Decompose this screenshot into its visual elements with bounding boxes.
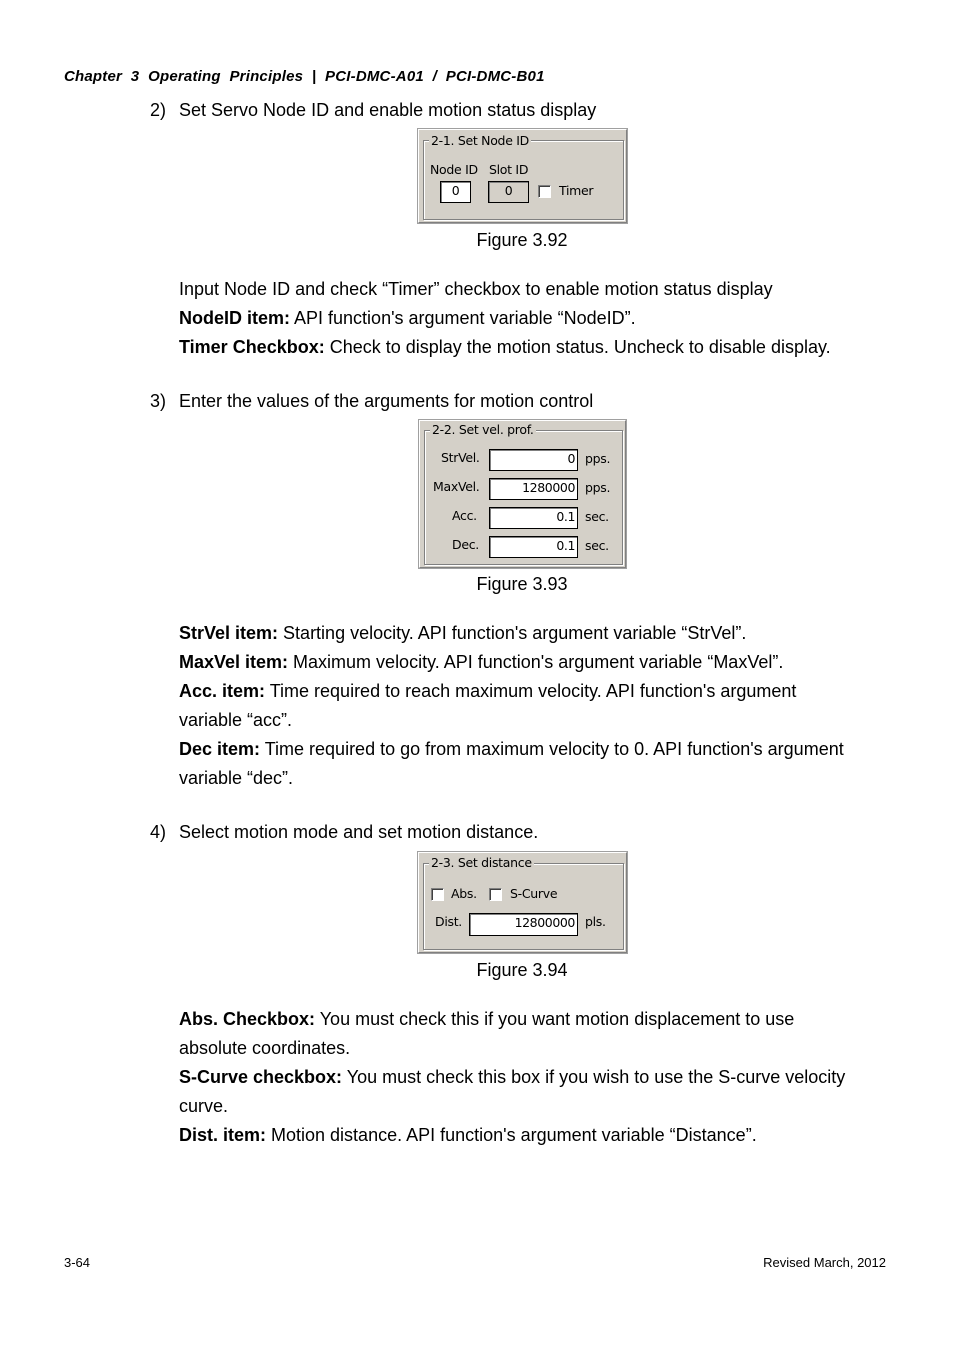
dist-input[interactable]: 12800000 — [469, 913, 578, 936]
term: MaxVel item: — [179, 652, 289, 672]
maxvel-unit: pps. — [585, 480, 611, 495]
figure-caption: Figure 3.92 — [476, 230, 568, 250]
acc-unit: sec. — [585, 509, 609, 524]
groupbox-title: 2-3. Set distance — [431, 855, 532, 870]
dist-unit: pls. — [585, 914, 606, 929]
definition: Time required to reach maximum velocity. API function's argument — [265, 681, 797, 701]
strvel-input[interactable]: 0 — [489, 449, 578, 471]
s-curve-checkbox-definition — [179, 1063, 899, 1092]
set-vel-prof-panel — [418, 419, 627, 569]
abs-label: Abs. — [451, 886, 477, 901]
definition: Maximum velocity. API function's argument variable “MaxVel”. — [288, 652, 784, 672]
running-header: Chapter 3 Operating Principles | PCI-DMC-A01 / PCI-DMC-B01 — [64, 68, 545, 85]
node-id-input[interactable]: 0 — [440, 181, 471, 203]
definition: Time required to go from maximum velocity to 0. API function's argument — [260, 739, 844, 759]
figure-caption: Figure 3.93 — [476, 574, 568, 594]
groupbox-title: 2-1. Set Node ID — [431, 133, 529, 148]
step-text: Select motion mode and set motion distance. — [179, 822, 539, 842]
timer-checkbox[interactable] — [538, 185, 551, 198]
acc-item-definition-cont: variable “acc”. — [179, 710, 293, 730]
revision-date: Revised March, 2012 — [763, 1255, 886, 1270]
dec-item-definition-cont: variable “dec”. — [179, 768, 294, 788]
page-number: 3-64 — [64, 1255, 91, 1270]
strvel-label: StrVel. — [441, 450, 480, 465]
dec-label: Dec. — [452, 537, 479, 552]
dec-input[interactable]: 0.1 — [489, 536, 578, 558]
step-3 — [150, 391, 850, 415]
abs-checkbox-definition-cont: absolute coordinates. — [179, 1038, 351, 1058]
step-number: 2) — [150, 100, 167, 120]
timer-label: Timer — [559, 183, 594, 198]
dist-label: Dist. — [435, 914, 462, 929]
term: StrVel item: — [179, 623, 279, 643]
term: Timer Checkbox: — [179, 337, 325, 357]
step-text: Set Servo Node ID and enable motion status display — [179, 100, 597, 120]
dec-unit: sec. — [585, 538, 609, 553]
s-curve-label: S-Curve — [510, 886, 558, 901]
definition: You must check this box if you wish to use the S-curve velocity — [342, 1067, 846, 1087]
nodeid-item-definition — [179, 304, 899, 333]
step-2 — [150, 100, 850, 124]
acc-label: Acc. — [452, 508, 477, 523]
s-curve-checkbox[interactable] — [489, 888, 502, 901]
maxvel-label: MaxVel. — [433, 479, 480, 494]
term: Acc. item: — [179, 681, 266, 701]
maxvel-item-definition — [179, 648, 899, 677]
abs-checkbox-definition — [179, 1005, 899, 1034]
abs-checkbox[interactable] — [431, 888, 444, 901]
term: S-Curve checkbox: — [179, 1067, 343, 1087]
dec-item-definition — [179, 735, 899, 764]
figure-3-92-description — [179, 275, 899, 362]
figure-3-93-description — [179, 619, 899, 793]
term: Dec item: — [179, 739, 261, 759]
set-node-id-panel — [417, 128, 628, 224]
figure-3-94-description — [179, 1005, 899, 1150]
step-number: 3) — [150, 391, 167, 411]
timer-checkbox-definition — [179, 333, 899, 362]
maxvel-input[interactable]: 1280000 — [489, 478, 578, 500]
step-4 — [150, 822, 850, 846]
term: NodeID item: — [179, 308, 291, 328]
step-number: 4) — [150, 822, 167, 842]
s-curve-checkbox-definition-cont: curve. — [179, 1096, 229, 1116]
slot-id-input[interactable]: 0 — [488, 181, 529, 203]
term: Abs. Checkbox: — [179, 1009, 316, 1029]
strvel-unit: pps. — [585, 451, 611, 466]
node-id-label: Node ID — [430, 162, 478, 177]
set-distance-panel — [417, 851, 628, 954]
step-text: Enter the values of the arguments for motion control — [179, 391, 594, 411]
definition: Motion distance. API function's argument variable “Distance”. — [266, 1125, 757, 1145]
definition: API function's argument variable “NodeID”. — [290, 308, 636, 328]
groupbox-title: 2-2. Set vel. prof. — [432, 422, 534, 437]
acc-input[interactable]: 0.1 — [489, 507, 578, 529]
definition: Starting velocity. API function's argument variable “StrVel”. — [278, 623, 747, 643]
set-node-id-groupbox — [423, 140, 624, 220]
strvel-item-definition — [179, 619, 899, 648]
definition: Check to display the motion status. Uncheck to disable display. — [324, 337, 831, 357]
definition: You must check this if you want motion displacement to use — [315, 1009, 795, 1029]
acc-item-definition — [179, 677, 899, 706]
description-line: Input Node ID and check “Timer” checkbox to enable motion status display — [179, 279, 773, 299]
dist-item-definition — [179, 1121, 899, 1150]
slot-id-label: Slot ID — [489, 162, 529, 177]
term: Dist. item: — [179, 1125, 267, 1145]
set-distance-groupbox — [423, 863, 624, 950]
figure-caption: Figure 3.94 — [476, 960, 568, 980]
